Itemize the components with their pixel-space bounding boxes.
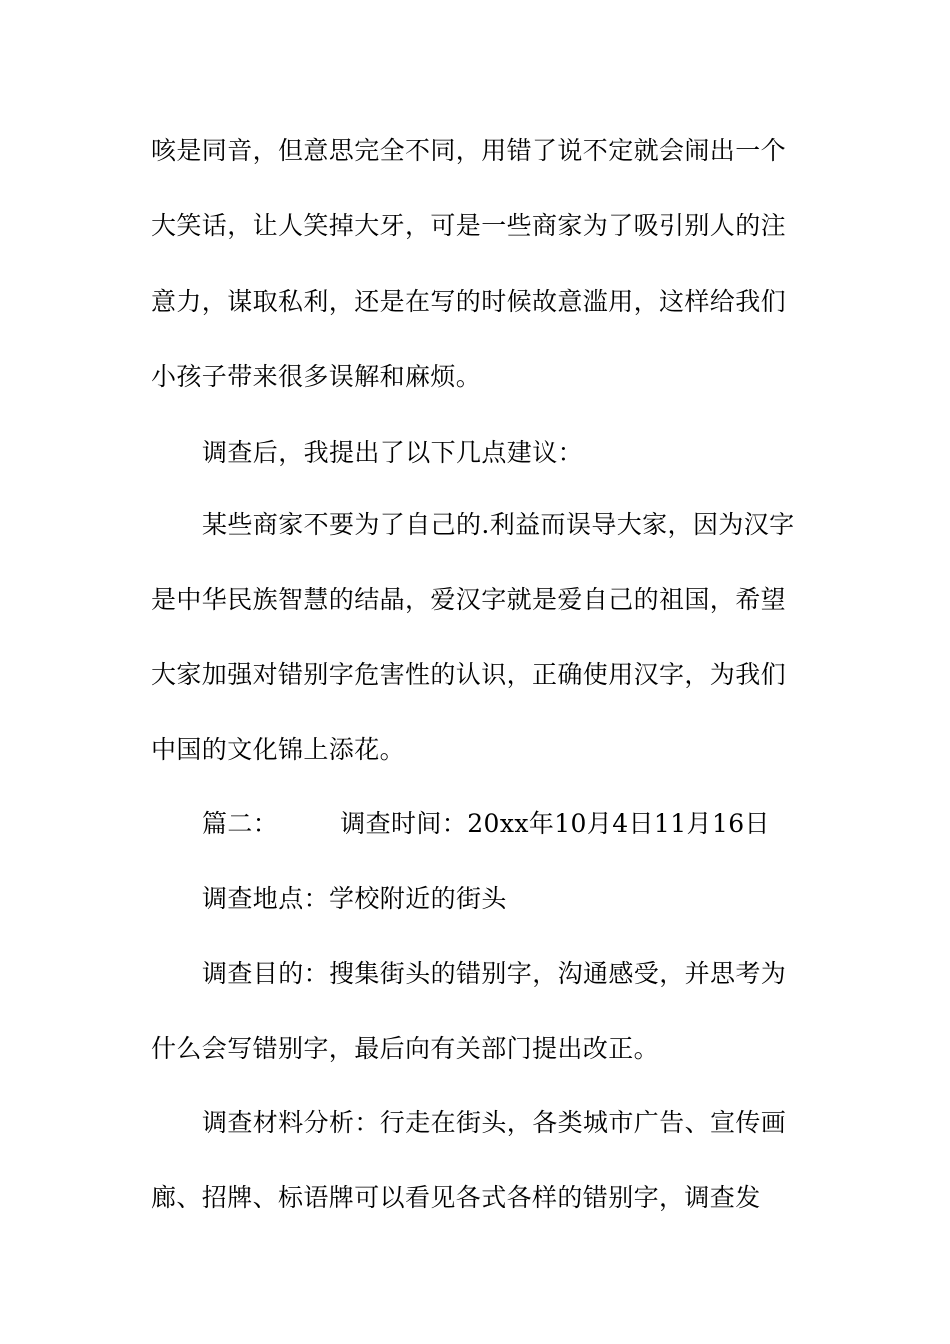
- paragraph-6-line-1: 调查目的：搜集街头的错别字，沟通感受，并思考为: [202, 959, 787, 988]
- paragraph-6-line-2: 什么会写错别字，最后向有关部门提出改正。: [151, 1034, 660, 1063]
- paragraph-4-line-1: [202, 806, 862, 842]
- paragraph-3-line-3: 大家加强对错别字危害性的认识，正确使用汉字，为我们: [151, 660, 787, 689]
- section-label: 篇二：: [202, 809, 279, 838]
- paragraph-3-line-2: 是中华民族智慧的结晶，爱汉字就是爱自己的祖国，希望: [151, 585, 787, 614]
- paragraph-1-line-2: 大笑话，让人笑掉大牙，可是一些商家为了吸引别人的注: [151, 211, 787, 240]
- survey-time: 调查时间：20xx年10月4日11月16日: [340, 809, 770, 838]
- paragraph-1-line-3: 意力，谋取私利，还是在写的时候故意滥用，这样给我们: [151, 287, 787, 316]
- paragraph-1-line-1: 咳是同音，但意思完全不同，用错了说不定就会闹出一个: [151, 136, 787, 165]
- paragraph-7-line-1: 调查材料分析：行走在街头，各类城市广告、宣传画: [202, 1108, 787, 1137]
- paragraph-5-line-1: 调查地点：学校附近的街头: [202, 884, 507, 913]
- paragraph-3-line-4: 中国的文化锦上添花。: [151, 735, 406, 764]
- paragraph-1-line-4: 小孩子带来很多误解和麻烦。: [151, 362, 482, 391]
- paragraph-7-line-2: 廊、招牌、标语牌可以看见各式各样的错别字，调查发: [151, 1183, 761, 1212]
- paragraph-2-line-1: 调查后，我提出了以下几点建议：: [202, 438, 584, 467]
- paragraph-3-line-1: 某些商家不要为了自己的.利益而误导大家，因为汉字: [202, 510, 795, 539]
